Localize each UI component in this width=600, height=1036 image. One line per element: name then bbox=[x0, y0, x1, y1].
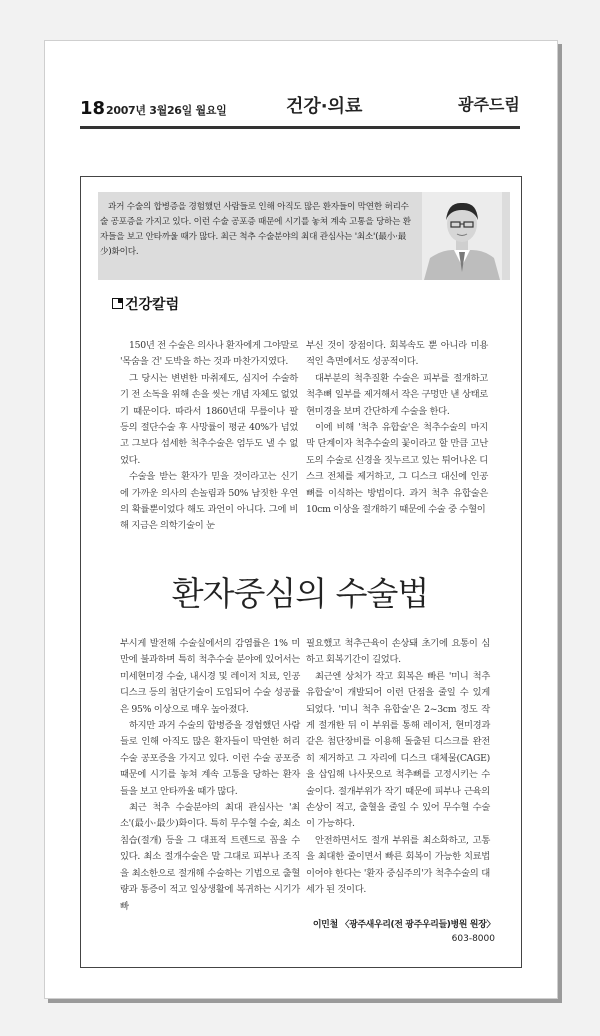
author-portrait-icon bbox=[422, 192, 502, 280]
newspaper-brand: 광주드림 bbox=[458, 95, 520, 114]
article-column-3 bbox=[120, 636, 300, 915]
author-byline: 이민철 〈광주새우리(전 광주우리들)병원 원장〉 bbox=[312, 920, 495, 930]
header-rule bbox=[80, 126, 520, 129]
issue-date: 2007년 3월26일 월요일 bbox=[106, 104, 227, 117]
paragraph: 그 당시는 변변한 마취제도, 심지어 수술하기 전 소독을 위해 손을 씻는 개념 자체도 없었기 때문이다. 따라서 1860년대 무릎이나 팔 등의 절단수술 후 사망률이 평균 40%가 넘었고 그보다 섬세한 척추수술은 엄두도 낼 수 없었다. bbox=[120, 372, 298, 466]
paragraph: 대부분의 척추질환 수술은 피부를 절개하고 척추뼈 일부를 제거해서 작은 구멍만 낸 상태로 현미경을 보며 간단하게 수술을 한다. bbox=[306, 372, 488, 417]
paragraph: 하지만 과거 수술의 합병증을 경험했던 사람들로 인해 아직도 많은 환자들이 막연한 허리수술 공포증을 가지고 있다. 이런 수술 공포증 때문에 시기를 놓쳐 계속 고통을 당하는 환자들을 보고 안타까울 때가 많다. bbox=[120, 720, 300, 797]
paragraph: 부시게 발전해 수술실에서의 감염률은 1% 미만에 불과하며 특히 척추수술 분야에 있어서는 미세현미경 수술, 내시경 및 레이저 치료, 인공디스크 등의 첨단기술이 도입되어 수술 성공률은 95% 이상으로 매우 높아졌다. bbox=[120, 638, 300, 715]
paragraph: 필요했고 척추근육이 손상돼 초기에 요통이 심하고 회복기간이 길었다. bbox=[306, 638, 490, 666]
column-label-text: 건강칼럼 bbox=[125, 297, 180, 313]
paragraph: 150년 전 수술은 의사나 환자에게 그야말로 '목숨을 건' 도박을 하는 것과 마찬가지였다. bbox=[120, 340, 299, 368]
paragraph: 최근 척추 수술분야의 최대 관심사는 '최소'(最小·最少)화이다. 특히 무수혈 수술, 최소 침습(절개) 등을 그 대표적 트렌드로 꼽을 수 있다. 최소 절개수술은 말 그대로 피부나 조직을 최소한으로 절개해 수술하는 기법으로 출혈량과 통증이 적고 일상생활에 복귀하는 시기가 빠 bbox=[120, 802, 300, 912]
lead-text: 과거 수술의 합병증을 경험했던 사람들로 인해 아직도 많은 환자들이 막연한 허리수술 공포증을 가지고 있다. 이런 수술 공포증 때문에 시기를 놓쳐 계속 고통을 당하는 환자들을 보고 안타까울 때가 많다. 최근 척추 수술분야의 최대 관심사는 '최소'(最小·最少)화이다. bbox=[100, 202, 411, 257]
author-photo bbox=[422, 192, 502, 280]
paragraph: 부신 것이 장점이다. 회복속도 뿐 아니라 미용적인 측면에서도 성공적이다. bbox=[306, 340, 488, 368]
paragraph: 수술을 받는 환자가 믿을 것이라고는 신기에 가까운 의사의 손놀림과 50% 남짓한 우연의 확률뿐이었다 해도 과언이 아니다. 그에 비해 지금은 의학기술이 눈 bbox=[120, 471, 298, 532]
column-label bbox=[112, 294, 179, 314]
paragraph: 안전하면서도 절개 부위를 최소화하고, 고통을 최대한 줄이면서 빠른 회복이 가능한 치료법이어야 한다는 '환자 중심주의'가 척추수술의 대세가 된 것이다. bbox=[306, 834, 490, 896]
headline: 환자중심의 수술법 bbox=[171, 574, 429, 613]
article-column-1 bbox=[120, 338, 298, 535]
contact-phone: 603-8000 bbox=[451, 934, 495, 944]
article-column-2 bbox=[306, 338, 488, 518]
paragraph: 최근엔 상처가 작고 회복은 빠른 '미니 척추 유합술'이 개발되어 이런 단점을 줄일 수 있게 되었다. '미니 척추 유합술'은 2~3cm 정도 작게 절개한 뒤 이 부위를 통해 레이저, 현미경과 같은 첨단장비를 이용해 돌출된 디스크를 완전히 제거하고 그 자리에 디스크 대체물(CAGE)을 삽입해 나사못으로 척추뼈를 고정시키는 수술이다. 절개부위가 작기 때문에 피부나 근육의 손상이 적고, 출혈을 줄일 수 있어 무수혈 수술이 가능하다. bbox=[306, 670, 490, 830]
page-number: 18 bbox=[80, 98, 106, 119]
article-column-4 bbox=[306, 636, 490, 899]
paragraph: 이에 비해 '척추 유합술'은 척추수술의 마지막 단계이자 척추수술의 꽃이라고 할 만큼 고난도의 수술로 신경을 짓누르고 있는 튀어나온 디스크 전체를 제거하고, 그 디스크 대신에 인공뼈를 이식하는 방법이다. 과거 척추 유합술은 10cm 이상을 절개하기 때문에 수술 중 수혈이 bbox=[306, 422, 488, 516]
column-marker-icon bbox=[112, 298, 123, 309]
section-title: 건강·의료 bbox=[286, 96, 363, 117]
